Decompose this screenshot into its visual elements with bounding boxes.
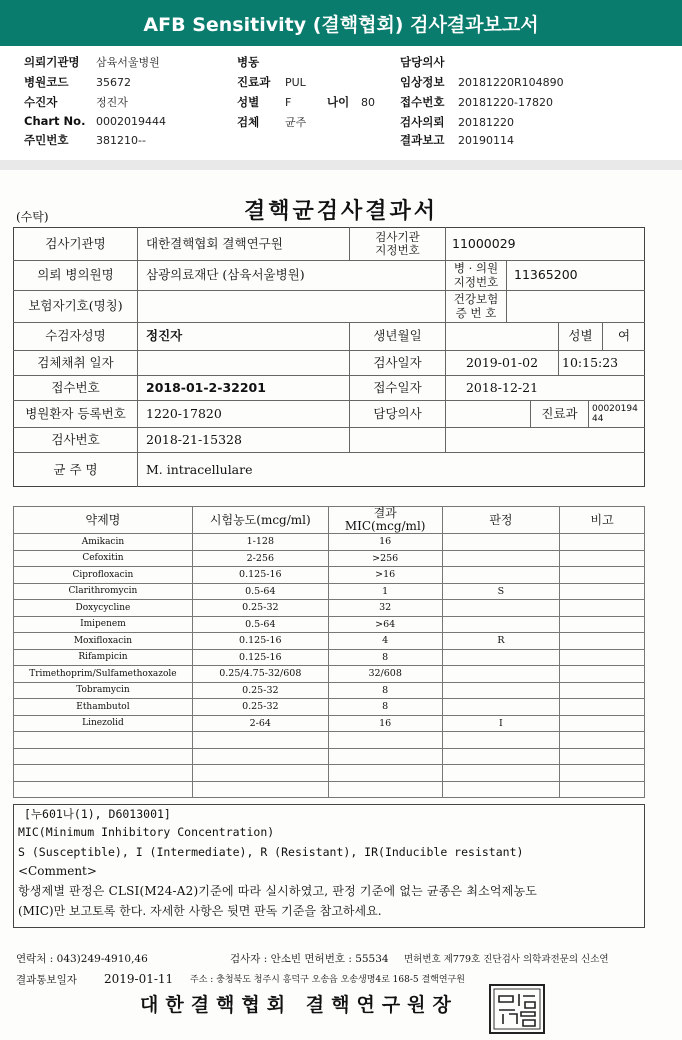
range-cell	[192, 732, 328, 749]
drug-cell: Rifampicin	[14, 649, 193, 666]
drug-cell: Ciprofloxacin	[14, 567, 193, 584]
range-cell: 0.5-64	[192, 583, 328, 600]
mic-cell	[328, 748, 442, 765]
patient-name-label: 수검자성명	[45, 328, 106, 344]
mic-cell: 16	[328, 534, 442, 551]
range-cell	[192, 765, 328, 782]
table-row	[14, 616, 645, 633]
judgment-cell	[442, 567, 560, 584]
info-col-line	[558, 350, 559, 375]
range-cell: 2-256	[192, 550, 328, 567]
table-row	[14, 567, 645, 584]
collection-date-value	[146, 351, 346, 375]
info-col-line	[506, 260, 507, 322]
judgment-cell	[442, 781, 560, 798]
table-row	[14, 583, 645, 600]
registration-no-label: 병원환자 등록번호	[25, 405, 126, 421]
attending-doctor-value	[452, 401, 528, 427]
table-row-empty	[14, 748, 645, 765]
drug-cell: Imipenem	[14, 616, 193, 633]
range-cell	[192, 748, 328, 765]
judgment-cell	[442, 748, 560, 765]
official-seal-icon	[489, 984, 545, 1034]
table-header-row	[14, 507, 645, 534]
info-col-line	[588, 400, 589, 427]
remarks-cell	[560, 699, 645, 716]
mic-cell: 32	[328, 600, 442, 617]
hospital-no-label: 병 · 의원 지정번호	[453, 261, 499, 289]
drug-cell: Tobramycin	[14, 682, 193, 699]
mic-cell: 16	[328, 715, 442, 732]
judgment-cell: I	[442, 715, 560, 732]
table-row-empty	[14, 765, 645, 782]
comment-text-line1: 항생제별 판정은 CLSI(M24-A2)기준에 따라 실시하였고, 판정 기준에 없는 균종은 최소억제농도	[18, 884, 538, 898]
range-cell: 0.25-32	[192, 682, 328, 699]
mic-cell: >64	[328, 616, 442, 633]
drug-cell	[14, 765, 193, 782]
report-title: AFB Sensitivity (결핵협회) 검사결과보고서	[143, 13, 539, 36]
remarks-cell	[560, 765, 645, 782]
header-field-institution: 의뢰기관명 삼육서울병원	[24, 55, 160, 69]
remarks-cell	[560, 567, 645, 584]
mic-cell: 4	[328, 633, 442, 650]
comment-code: [누601나(1), D6013001]	[24, 807, 171, 821]
remarks-cell	[560, 649, 645, 666]
table-row	[14, 699, 645, 716]
consignment-tag: (수탁)	[16, 210, 49, 224]
footer-license: 면허번호 제779호 진단검사 의학과전문의 신소연	[404, 954, 609, 965]
range-cell	[192, 781, 328, 798]
remarks-cell	[560, 633, 645, 650]
section-divider	[0, 160, 682, 170]
judgment-cell	[442, 732, 560, 749]
mic-cell: 8	[328, 649, 442, 666]
judgment-cell: S	[442, 583, 560, 600]
header-field-hospital-code: 병원코드 35672	[24, 75, 131, 89]
department-value: 00020194 44	[592, 403, 638, 424]
mic-cell: >256	[328, 550, 442, 567]
judgment-cell	[442, 666, 560, 683]
header-field-doctor: 담당의사	[400, 55, 445, 69]
judgment-cell	[442, 682, 560, 699]
hospital-name-label: 의뢰 병의원명	[37, 267, 114, 283]
remarks-cell	[560, 715, 645, 732]
col-header-mic: 결과 MIC(mcg/ml)	[328, 507, 442, 534]
table-row	[14, 600, 645, 617]
sex-value: 여	[617, 328, 631, 344]
remarks-cell	[560, 583, 645, 600]
document-title: 결핵균검사결과서	[243, 198, 439, 224]
judgment-cell	[442, 600, 560, 617]
drug-cell: Moxifloxacin	[14, 633, 193, 650]
header-field-clinical-info: 임상정보 20181220R104890	[400, 75, 564, 89]
range-cell: 0.125-16	[192, 567, 328, 584]
mic-cell: >16	[328, 567, 442, 584]
test-date-label: 검사일자	[373, 354, 422, 370]
comment-label: <Comment>	[18, 864, 97, 878]
remarks-cell	[560, 534, 645, 551]
table-row	[14, 666, 645, 683]
col-header-range: 시험농도(mcg/ml)	[192, 507, 328, 534]
susceptibility-results-table	[13, 506, 645, 798]
header-field-receipt-no: 접수번호 20181220-17820	[400, 95, 553, 109]
test-no-label: 검사번호	[51, 431, 100, 447]
drug-cell: Linezolid	[14, 715, 193, 732]
receipt-date-value: 2018-12-21	[465, 379, 539, 395]
drug-cell: Amikacin	[14, 534, 193, 551]
range-cell: 0.5-64	[192, 616, 328, 633]
insurance-label: 보험자기호(명칭)	[28, 298, 123, 314]
remarks-cell	[560, 682, 645, 699]
sex-label: 성별	[568, 328, 593, 344]
range-cell: 0.25-32	[192, 600, 328, 617]
lab-name-label: 검사기관명	[45, 235, 106, 251]
header-field-chart-no: Chart No. 0002019444	[24, 114, 166, 128]
test-no-value: 2018-21-15328	[146, 431, 242, 447]
department-label: 진료과	[541, 405, 578, 421]
comment-text-line2: (MIC)만 보고토록 한다. 자세한 사항은 뒷면 판독 기준을 참고하세요.	[18, 904, 382, 918]
drug-cell	[14, 732, 193, 749]
hospital-name-value: 삼광의료재단 (삼육서울병원)	[146, 267, 305, 283]
table-row-empty	[14, 781, 645, 798]
mic-cell	[328, 781, 442, 798]
range-cell: 0.125-16	[192, 633, 328, 650]
receipt-no-label: 접수번호	[51, 379, 100, 395]
lab-name-value: 대한결핵협회 결핵연구원	[146, 235, 283, 251]
range-cell: 2-64	[192, 715, 328, 732]
hospital-no-value: 11365200	[514, 267, 578, 283]
strain-name-label: 균 주 명	[53, 461, 98, 477]
remarks-cell	[560, 748, 645, 765]
judgment-cell	[442, 699, 560, 716]
test-date-value: 2019-01-02	[465, 354, 539, 370]
header-field-ward: 병동	[237, 55, 260, 69]
drug-cell: Cefoxitin	[14, 550, 193, 567]
report-title-bar	[0, 0, 682, 46]
birth-date-label: 생년월일	[373, 328, 422, 344]
table-row	[14, 649, 645, 666]
col-header-judgment: 판정	[442, 507, 560, 534]
judgment-cell	[442, 550, 560, 567]
footer-notice-date-label: 결과통보일자	[16, 974, 77, 986]
remarks-cell	[560, 600, 645, 617]
drug-cell: Doxycycline	[14, 600, 193, 617]
info-col-line	[137, 227, 138, 487]
mic-cell: 8	[328, 682, 442, 699]
range-cell: 0.25-32	[192, 699, 328, 716]
table-row	[14, 534, 645, 551]
table-row	[14, 550, 645, 567]
range-cell: 0.125-16	[192, 649, 328, 666]
judgment-cell	[442, 534, 560, 551]
col-header-drug: 약제명	[14, 507, 193, 534]
judgment-cell: R	[442, 633, 560, 650]
comment-mic-definition: MIC(Minimum Inhibitory Concentration)	[18, 825, 275, 839]
header-field-request-date: 검사의뢰 20181220	[400, 115, 514, 129]
judgment-cell	[442, 616, 560, 633]
range-cell: 0.25/4.75-32/608	[192, 666, 328, 683]
strain-name-value: M. intracellulare	[146, 461, 253, 477]
health-insurance-label: 건강보험 증 번 호	[453, 292, 499, 320]
mic-cell	[328, 765, 442, 782]
health-insurance-value	[514, 291, 634, 322]
header-field-age: 나이 80	[327, 95, 375, 109]
receipt-date-label: 접수일자	[373, 379, 422, 395]
mic-cell: 8	[328, 699, 442, 716]
judgment-cell	[442, 649, 560, 666]
mic-cell: 1	[328, 583, 442, 600]
header-field-report-date: 결과보고 20190114	[400, 133, 514, 147]
remarks-cell	[560, 781, 645, 798]
table-row	[14, 682, 645, 699]
remarks-cell	[560, 666, 645, 683]
info-col-line	[445, 227, 446, 260]
table-row-empty	[14, 732, 645, 749]
footer-inspector: 검사자 : 안소빈 면허번호 : 55534	[230, 953, 389, 965]
header-field-sex: 성별 F	[237, 95, 292, 109]
header-field-resident-no: 주민번호 381210--	[24, 133, 146, 147]
header-field-patient: 수진자 정진자	[24, 95, 128, 109]
drug-cell: Clarithromycin	[14, 583, 193, 600]
issuing-organization: 대한결핵협회 결핵연구원장	[140, 994, 458, 1016]
test-time-value: 10:15:23	[562, 354, 619, 370]
receipt-no-value: 2018-01-2-32201	[146, 379, 266, 395]
header-field-specimen: 검체 균주	[237, 115, 307, 129]
mic-cell	[328, 732, 442, 749]
birth-date-value	[452, 323, 552, 350]
remarks-cell	[560, 732, 645, 749]
comment-legend: S (Susceptible), I (Intermediate), R (Resistant), IR(Inducible resistant)	[18, 845, 524, 859]
insurance-value	[146, 291, 436, 322]
footer-contact: 연락처 : 043)249-4910,46	[16, 953, 148, 965]
patient-name-value: 정진자	[146, 328, 183, 344]
table-row	[14, 715, 645, 732]
judgment-cell	[442, 765, 560, 782]
remarks-cell	[560, 550, 645, 567]
range-cell: 1-128	[192, 534, 328, 551]
footer-notice-date: 2019-01-11	[104, 972, 174, 986]
drug-cell: Trimethoprim/Sulfamethoxazole	[14, 666, 193, 683]
remarks-cell	[560, 616, 645, 633]
registration-no-value: 1220-17820	[146, 405, 222, 421]
drug-cell	[14, 781, 193, 798]
drug-cell	[14, 748, 193, 765]
lab-no-label: 검사기관 지정번호	[375, 229, 420, 257]
col-header-remarks: 비고	[560, 507, 645, 534]
lab-no-value: 11000029	[452, 235, 516, 251]
header-field-department: 진료과 PUL	[237, 75, 306, 89]
attending-doctor-label: 담당의사	[373, 405, 422, 421]
drug-cell: Ethambutol	[14, 699, 193, 716]
table-row	[14, 633, 645, 650]
mic-cell: 32/608	[328, 666, 442, 683]
collection-date-label: 검체채취 일자	[37, 354, 114, 370]
footer-address: 주소 : 충청북도 청주시 흥덕구 오송읍 오송생명4로 168-5 결핵연구원	[190, 975, 465, 985]
